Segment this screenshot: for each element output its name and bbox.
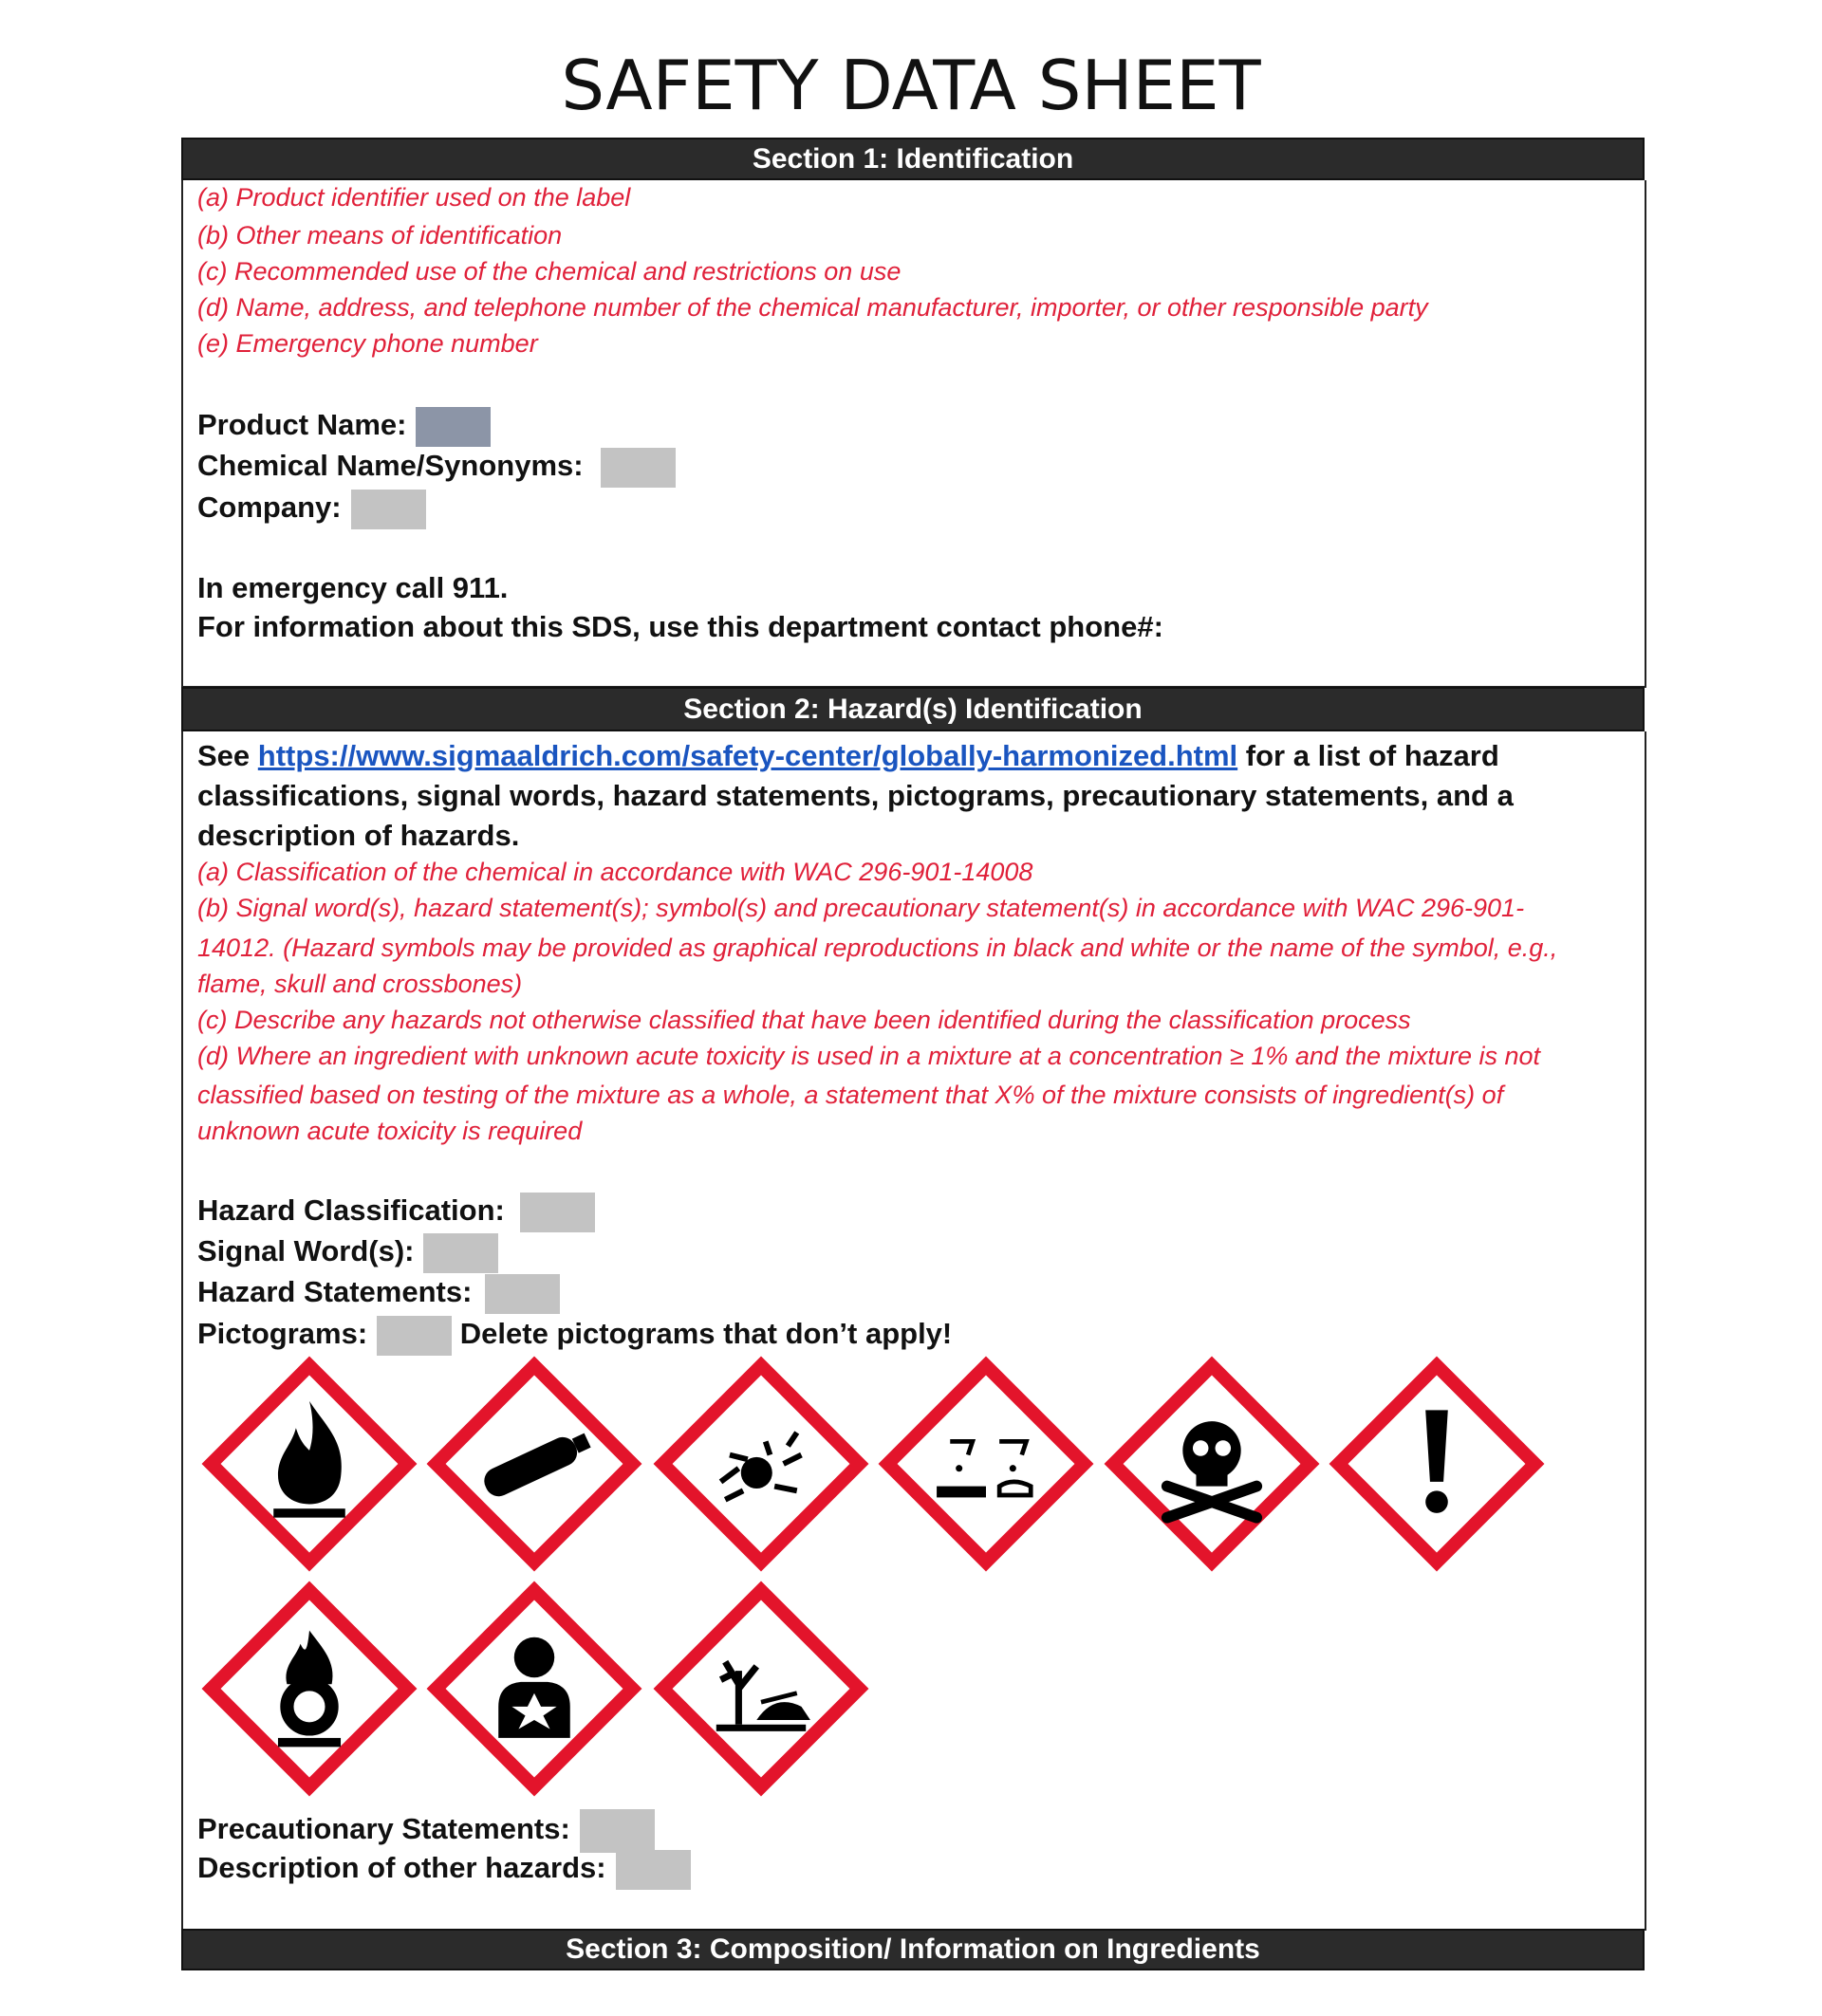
company-field[interactable] <box>351 490 426 529</box>
instruction-line: (d) Name, address, and telephone number of the chemical manufacturer, importer, or other responsible party <box>197 293 1428 322</box>
hazard-classification-label: Hazard Classification: <box>197 1193 505 1228</box>
chemical-name-label: Chemical Name/Synonyms: <box>197 449 584 483</box>
chemical-name-row <box>197 448 676 488</box>
emergency-text: In emergency call 911. <box>197 571 509 604</box>
flame-over-circle-icon <box>197 1577 421 1801</box>
other-hazards-field[interactable] <box>616 1850 691 1890</box>
pictogram-note: Delete pictograms that don’t apply! <box>459 1317 953 1351</box>
corrosion-icon <box>874 1352 1098 1576</box>
sds-info-text: For information about this SDS, use this department contact phone#: <box>197 610 1163 643</box>
health-hazard-icon <box>422 1577 646 1801</box>
hazard-reference-paragraph <box>197 736 1630 856</box>
signal-words-label: Signal Word(s): <box>197 1234 415 1268</box>
skull-crossbones-icon <box>1100 1352 1324 1576</box>
instruction-line: (b) Signal word(s), hazard statement(s); symbol(s) and precautionary statement(s) in accordance with WAC 296-901- <box>197 894 1525 922</box>
environment-icon <box>649 1577 873 1801</box>
gas-cylinder-icon <box>422 1352 646 1576</box>
instruction-line: (a) Classification of the chemical in accordance with WAC 296-901-14008 <box>197 858 1033 886</box>
signal-words-row <box>197 1233 498 1273</box>
exploding-bomb-icon <box>649 1352 873 1576</box>
other-hazards-label: Description of other hazards: <box>197 1851 606 1885</box>
company-row <box>197 490 426 529</box>
company-label: Company: <box>197 490 342 525</box>
pictograms-row <box>197 1316 952 1356</box>
signal-words-field[interactable] <box>423 1233 498 1273</box>
product-name-field[interactable] <box>416 407 491 447</box>
product-name-row <box>197 407 491 447</box>
chemical-name-field[interactable] <box>601 448 676 488</box>
section-3-header: Section 3: Composition/ Information on Ingredients <box>181 1929 1645 1970</box>
hazard-classification-field[interactable] <box>520 1193 595 1232</box>
precautionary-label: Precautionary Statements: <box>197 1812 570 1846</box>
see-rest-text: for a list of hazard classifications, signal words, hazard statements, pictograms, precautionary statements, and a description of hazards. <box>197 739 1514 852</box>
instruction-line: (c) Describe any hazards not otherwise classified that have been identified during the classification process <box>197 1006 1411 1034</box>
instruction-line: (d) Where an ingredient with unknown acute toxicity is used in a mixture at a concentration ≥ 1% and the mixture is not <box>197 1042 1541 1070</box>
hazard-statements-label: Hazard Statements: <box>197 1275 473 1309</box>
page-title: SAFETY DATA SHEET <box>561 46 1261 125</box>
flame-icon <box>197 1352 421 1576</box>
other-hazards-row <box>197 1850 691 1890</box>
sigma-aldrich-link[interactable]: https://www.sigmaaldrich.com/safety-center/globally-harmonized.html <box>257 739 1238 772</box>
instruction-line: (a) Product identifier used on the label <box>197 183 631 212</box>
instruction-line: (c) Recommended use of the chemical and restrictions on use <box>197 257 902 286</box>
precautionary-row <box>197 1809 655 1853</box>
hazard-classification-row <box>197 1193 595 1232</box>
pictograms-label: Pictograms: <box>197 1317 368 1351</box>
product-name-label: Product Name: <box>197 408 407 442</box>
instruction-line: unknown acute toxicity is required <box>197 1117 583 1145</box>
precautionary-field[interactable] <box>580 1809 655 1853</box>
section-1-header: Section 1: Identification <box>181 138 1645 180</box>
instruction-line: (b) Other means of identification <box>197 221 563 250</box>
pictograms-field[interactable] <box>377 1316 452 1356</box>
exclamation-mark-icon <box>1325 1352 1549 1576</box>
instruction-line: (e) Emergency phone number <box>197 329 538 358</box>
hazard-statements-field[interactable] <box>485 1274 560 1314</box>
section-2-header: Section 2: Hazard(s) Identification <box>181 687 1645 731</box>
hazard-statements-row <box>197 1274 560 1314</box>
see-text: See <box>197 739 251 772</box>
instruction-line: 14012. (Hazard symbols may be provided as graphical reproductions in black and white or the name of the symbol, e.g., <box>197 934 1558 962</box>
instruction-line: flame, skull and crossbones) <box>197 970 523 998</box>
instruction-line: classified based on testing of the mixture as a whole, a statement that X% of the mixture consists of ingredient(s) of <box>197 1081 1504 1109</box>
